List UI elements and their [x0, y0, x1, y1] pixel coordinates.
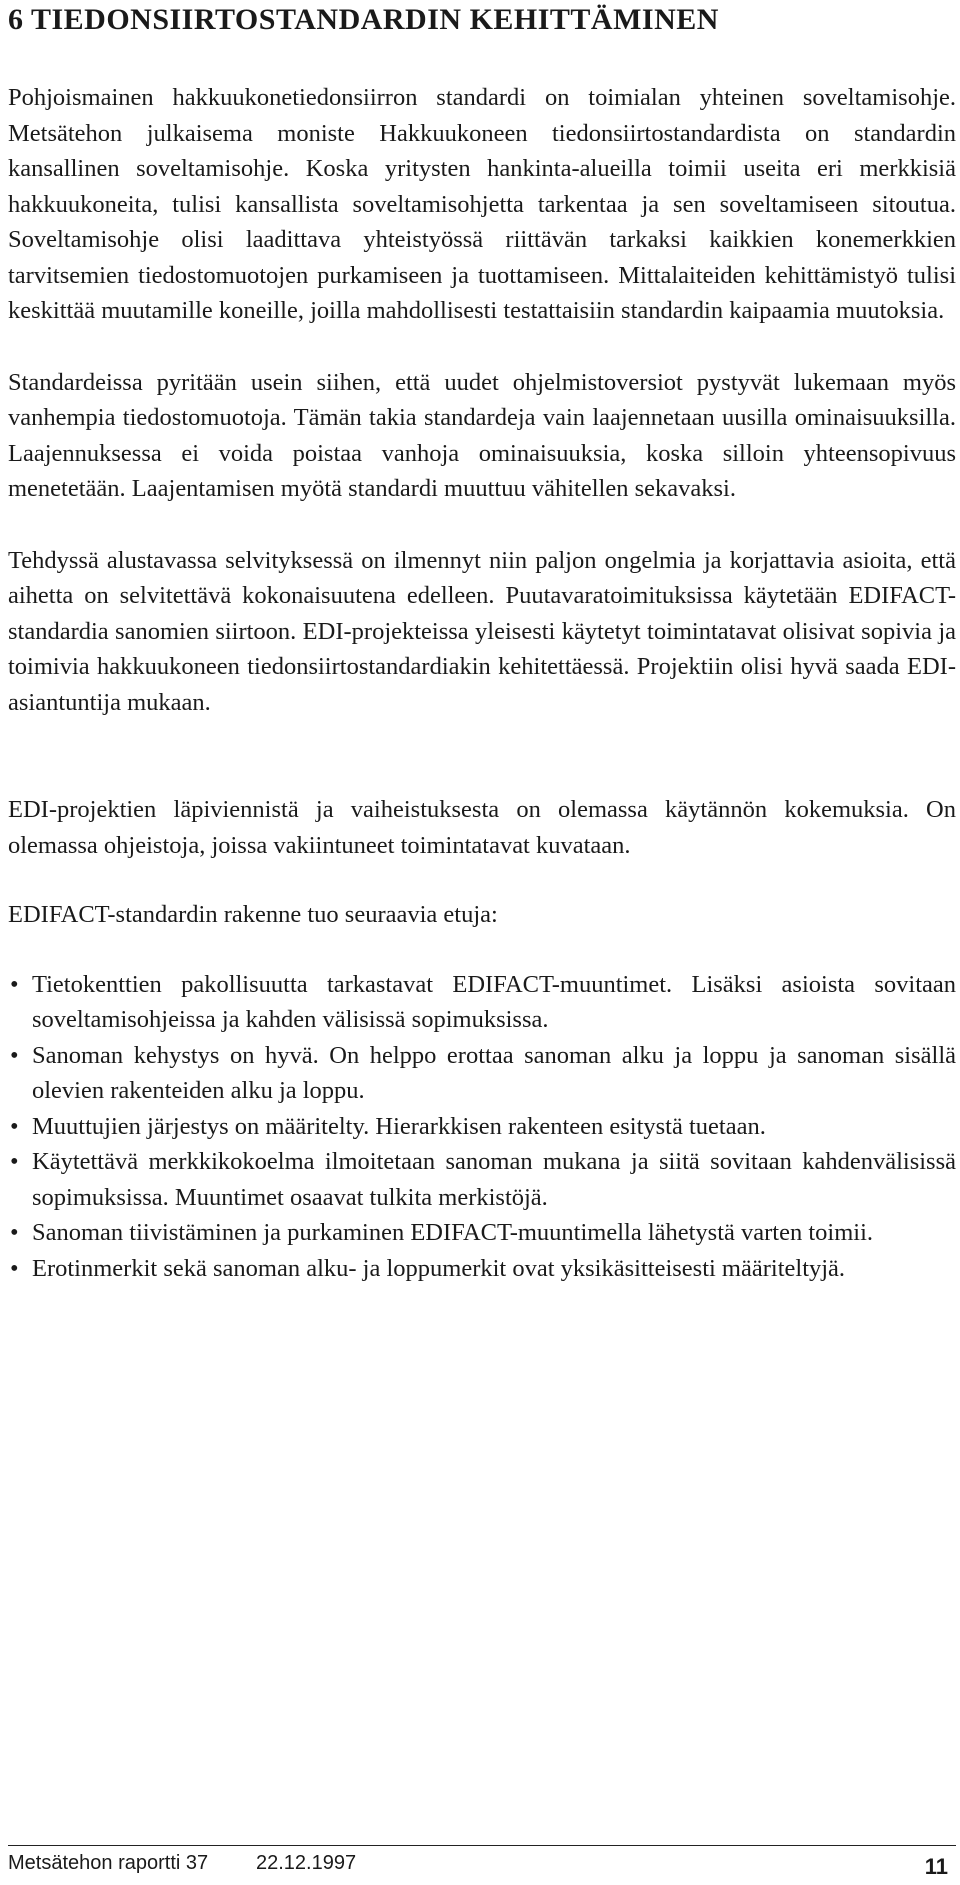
list-item-text: Erotinmerkit sekä sanoman alku- ja loppumerkit ovat yksikäsitteisesti määriteltyjä. — [32, 1254, 846, 1282]
page-footer — [8, 1848, 956, 1880]
list-item — [8, 1109, 956, 1145]
section-heading: 6 TIEDONSIIRTOSTANDARDIN KEHITTÄMINEN — [8, 3, 719, 36]
list-item — [8, 1038, 956, 1109]
bullet-marker: • — [10, 1219, 19, 1246]
footer-divider — [8, 1845, 956, 1846]
paragraph-standard-overview: Pohjoismainen hakkuukonetiedonsiirron standardi on toimialan yhteinen soveltamisohje. Metsätehon julkaisema moniste Hakkuukoneen tiedonsiirtostandardista on standardin kansallinen soveltamisohje. Koska yritysten hankinta-alueilla toimii useita eri merkkisiä hakkuukoneita, tulisi kansallista soveltamisohjetta tarkentaa ja sen soveltamiseen sitoutua. Soveltamisohje olisi laadittava yhteistyössä riittävän tarkaksi kaikkien konemerkkien tarvitsemien tiedostomuotojen purkamiseen ja tuottamiseen. Mittalaiteiden kehittämistyö tulisi keskittää muutamille koneille, joilla mahdollisesti testattaisiin standardin kaipaamia muutoksia. — [8, 84, 956, 324]
edifact-benefits-list — [8, 967, 956, 1287]
paragraph-edifact-intro: EDIFACT-standardin rakenne tuo seuraavia etuja: — [8, 901, 498, 928]
list-item-text: Sanoman kehystys on hyvä. On helppo erottaa sanoman alku ja loppu ja sanoman sisällä olevien rakenteiden alku ja loppu. — [32, 1041, 956, 1104]
page-number: 11 — [924, 1854, 948, 1879]
list-item — [8, 967, 956, 1038]
bullet-marker: • — [10, 1254, 19, 1282]
list-item — [8, 1215, 956, 1251]
bullet-marker: • — [10, 1041, 19, 1069]
list-item-text: Käytettävä merkkikokoelma ilmoitetaan sanoman mukana ja siitä sovitaan kahdenvälisissä sopimuksissa. Muuntimet osaavat tulkita merkistöjä. — [32, 1148, 956, 1211]
bullet-marker: • — [10, 1112, 19, 1140]
footer-date: 22.12.1997 — [256, 1852, 357, 1874]
paragraph-preliminary-study: Tehdyssä alustavassa selvityksessä on ilmennyt niin paljon ongelmia ja korjattavia asioita, että aihetta on selvitettävä kokonaisuutena edelleen. Puutavaratoimituksissa käytetään EDIFACT-standardia sanomien siirtoon. EDI-projekteissa yleisesti käytetyt toimintatavat olisivat sopivia ja toimivia hakkuukoneen tiedonsiirtostandardiakin kehitettäessä. Projektiin olisi hyvä saada EDI-asiantuntija mukaan. — [8, 546, 956, 716]
paragraph-backward-compatibility: Standardeissa pyritään usein siihen, että uudet ohjelmistoversiot pystyvät lukemaan myös vanhempia tiedostomuotoja. Tämän takia standardeja vain laajennetaan uusilla ominaisuuksilla. Laajennuksessa ei voida poistaa vanhoja ominaisuuksia, koska silloin yhteensopivuus menetetään. Laajentamisen myötä standardi muuttuu vähitellen sekavaksi. — [8, 368, 956, 502]
paragraph-edi-projects: EDI-projektien läpiviennistä ja vaiheistuksesta on olemassa käytännön kokemuksia. On olemassa ohjeistoja, joissa vakiintuneet toimintatavat kuvataan. — [8, 796, 956, 859]
list-item-text: Sanoman tiivistäminen ja purkaminen EDIFACT-muuntimella lähetystä varten toimii. — [32, 1219, 874, 1246]
list-item-text: Muuttujien järjestys on määritelty. Hierarkkisen rakenteen esitystä tuetaan. — [32, 1112, 766, 1140]
page-content — [8, 2, 956, 1286]
bullet-marker: • — [10, 970, 19, 998]
footer-report-title: Metsätehon raportti 37 — [8, 1852, 209, 1874]
list-item-text: Tietokenttien pakollisuutta tarkastavat EDIFACT-muuntimet. Lisäksi asioista sovitaan soveltamisohjeissa ja kahden välisissä sopimuksissa. — [32, 970, 956, 1033]
list-item — [8, 1251, 956, 1287]
list-item — [8, 1144, 956, 1215]
bullet-marker: • — [10, 1148, 19, 1175]
